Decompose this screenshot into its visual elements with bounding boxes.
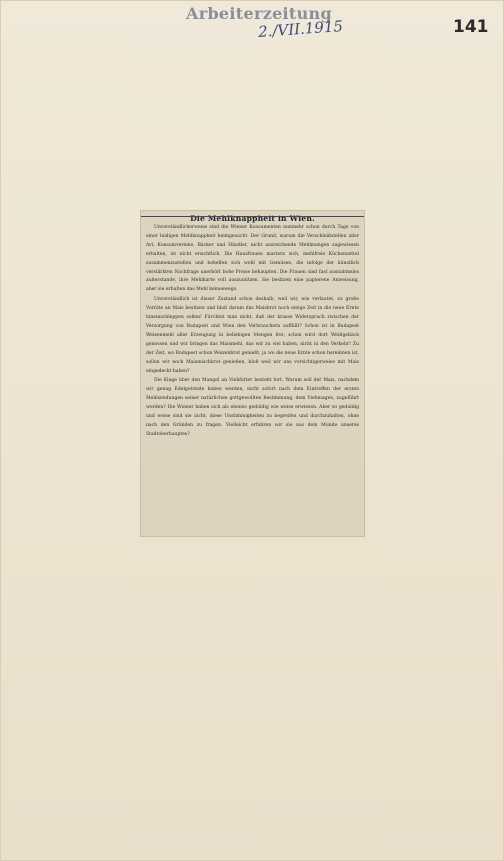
newspaper-clipping (141, 211, 364, 536)
newspaper-stamp: Arbeiterzeitung (186, 4, 332, 23)
article-paragraph-3: Die Klage über den Mangel an Viehfutter besteht fort. Warum soll der Mais, nachdem wir genug Edelgetreide haben werden, nicht sofort nach dem Eintreffen der ersten Mehlsendungen seiner natürlichen gottgewollten Bestimmung, dem Viehmagen, zugeführt werden? Die Wiener haben sich als ebenso geduldig wie weise erwiesen. Aber so geduldig und weise sind sie nicht, diese Unstimmigkeiten zu begreifen und durchzuhalten, ohne nach den Gründen zu fragen. Vielleicht erfahren wir sie aus dem Munde unseres Stadtoberhauptes? (146, 378, 359, 437)
article-paragraph-1: Unverständlicherweise sind die Wiener Konsumenten nunmehr schon durch Tage von einer leidigen Mehlknappheit heimgesucht. Der Grund, warum die Verschleißstellen aller Art, Konsumvereine, Bäcker und Händler, nicht ausreichende Mehlmengen zugewiesen erhalten, ist nicht ersichtlich. Die Hausfrauen martern sich, mehlfreie Küchenzettel zusammenzustellen und behelfen sich wohl mit Gemüsen, die infolge der künstlich verstärkten Nachfrage unerhört hohe Preise behaupten. Die Frauen sind fast ausnahmslos außerstande, ihre Mehlkarte voll auszunützen. Sie besitzen eine papierene Anweisung, aber sie erhalten das Mehl keineswegs. (146, 225, 359, 293)
headline-rule (141, 216, 364, 217)
handwritten-date: 2./VII.1915 (257, 17, 344, 41)
article-headline: Die Mehlknappheit in Wien. (190, 214, 315, 223)
page-number: 141 (453, 17, 489, 37)
article-paragraph-2: Unverständlich ist dieser Zustand schon deshalb, weil wir, wie verlautet, zu große Vorräte an Mais besitzen und bloß darum das Maisbrot noch einige Zeit in die neue Ernte hineinschleppen sollen! Fürchtet man nicht, daß der krasse Widerspruch zwischen der Versorgung von Budapest und Wien den Verbrauchern auffällt? Schon ist in Budapest Weizenmehl aller Erzeugung in beliebigen Mengen frei; schon wird dort Weißgebäck genossen und wir bringen das Maismehl, das wir zu viel haben, nicht in den Verkehr! Zu der Zeit, wo Budapest schon Weizenbrot genießt, ja wo die neue Ernte schon hereinnen ist, sollen wir noch Maismischbrot genießen, bloß weil wir uns vorsichtigerweise mit Mais eingedeckt haben? (146, 297, 359, 374)
